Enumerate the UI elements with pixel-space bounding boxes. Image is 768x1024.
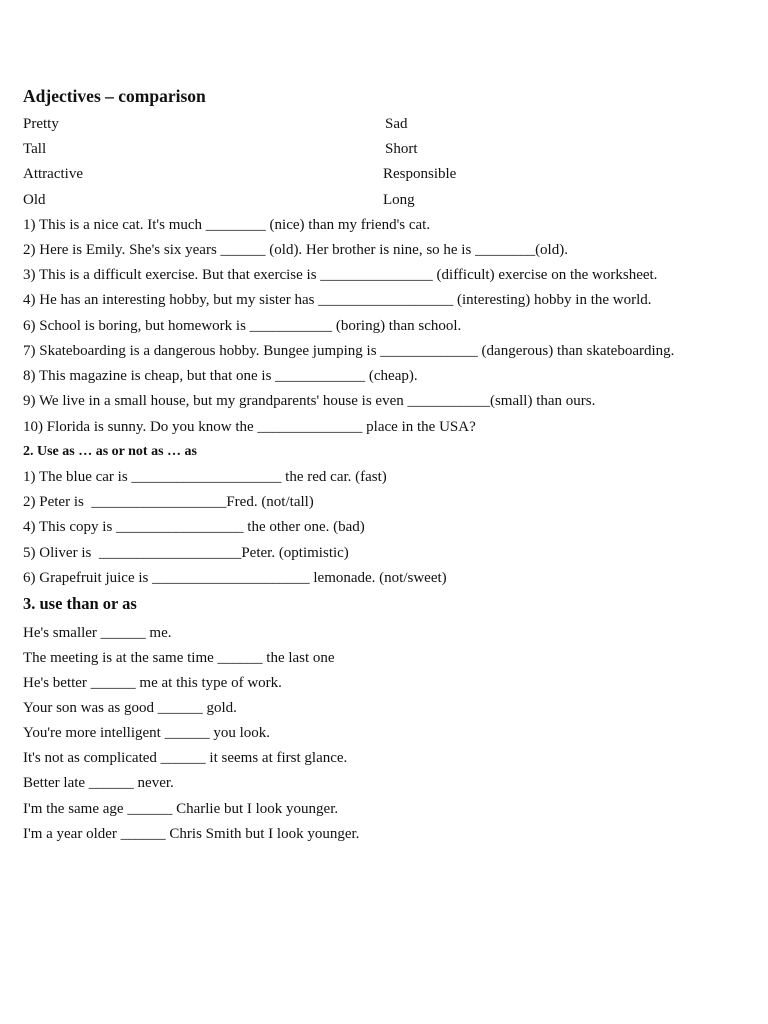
exercise-1-item-4: 4) He has an interesting hobby, but my sister has __________________ (interesting) hobby in the world. xyxy=(23,292,652,308)
adjective-left-4: Old xyxy=(23,192,46,208)
exercise-3-item-2: The meeting is at the same time ______ the last one xyxy=(23,650,335,666)
adjective-right-2: Short xyxy=(385,141,418,157)
exercise-1-item-7: 7) Skateboarding is a dangerous hobby. Bungee jumping is _____________ (dangerous) than skateboarding. xyxy=(23,343,675,359)
section-2-heading: 2. Use as … as or not as … as xyxy=(23,444,197,459)
exercise-3-item-5: You're more intelligent ______ you look. xyxy=(23,725,270,741)
exercise-3-item-6: It's not as complicated ______ it seems at first glance. xyxy=(23,750,348,766)
page-title: Adjectives – comparison xyxy=(23,86,206,106)
adjective-left-3: Attractive xyxy=(23,166,83,182)
adjective-right-3: Responsible xyxy=(383,166,457,182)
exercise-1-item-3: 3) This is a difficult exercise. But that exercise is _______________ (difficult) exercise on the worksheet. xyxy=(23,267,658,283)
exercise-1-item-10: 10) Florida is sunny. Do you know the ______________ place in the USA? xyxy=(23,419,476,435)
exercise-3-item-3: He's better ______ me at this type of work. xyxy=(23,675,282,691)
exercise-1-item-8: 8) This magazine is cheap, but that one is ____________ (cheap). xyxy=(23,368,418,384)
exercise-2-item-1: 1) The blue car is ____________________ the red car. (fast) xyxy=(23,469,387,485)
section-3-heading: 3. use than or as xyxy=(23,594,137,613)
exercise-2-item-4: 4) This copy is _________________ the other one. (bad) xyxy=(23,519,365,535)
exercise-3-item-8: I'm the same age ______ Charlie but I look younger. xyxy=(23,801,339,817)
adjective-left-2: Tall xyxy=(23,141,47,157)
exercise-2-item-6: 6) Grapefruit juice is _____________________ lemonade. (not/sweet) xyxy=(23,570,447,586)
exercise-3-item-9: I'm a year older ______ Chris Smith but I look younger. xyxy=(23,826,360,842)
exercise-2-item-2: 2) Peter is __________________Fred. (not/tall) xyxy=(23,494,314,510)
adjective-right-1: Sad xyxy=(385,116,408,132)
exercise-2-item-5: 5) Oliver is ___________________Peter. (optimistic) xyxy=(23,545,349,561)
exercise-1-item-6: 6) School is boring, but homework is ___________ (boring) than school. xyxy=(23,318,462,334)
exercise-1-item-9: 9) We live in a small house, but my grandparents' house is even ___________(small) than ours. xyxy=(23,393,596,409)
exercise-1-item-1: 1) This is a nice cat. It's much ________ (nice) than my friend's cat. xyxy=(23,217,431,233)
exercise-3-item-1: He's smaller ______ me. xyxy=(23,625,172,641)
exercise-1-item-2: 2) Here is Emily. She's six years ______ (old). Her brother is nine, so he is ________(old). xyxy=(23,242,568,258)
exercise-3-item-7: Better late ______ never. xyxy=(23,775,174,791)
adjective-right-4: Long xyxy=(383,192,415,208)
adjective-left-1: Pretty xyxy=(23,116,59,132)
exercise-3-item-4: Your son was as good ______ gold. xyxy=(23,700,237,716)
